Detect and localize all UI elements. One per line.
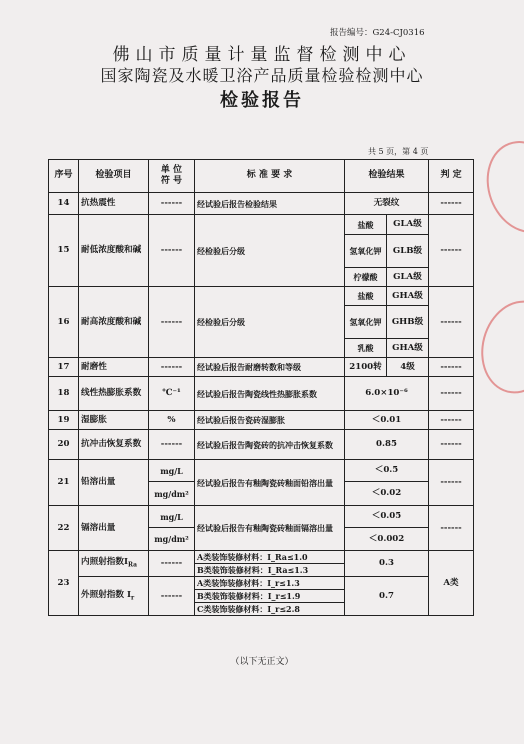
row-requirement: A类装饰装修材料：I_Ra≤1.0 [195,551,345,564]
row-requirement: 经试验后报告陶瓷线性热膨胀系数 [195,377,345,411]
row-unit: % [149,411,195,430]
row-requirement: B类装饰装修材料：I_Ra≤1.3 [195,564,345,577]
row-judgement: ------ [429,287,474,358]
reagent-grade: GHA级 [387,287,429,306]
row-result: ＜0.02 [345,482,429,506]
row-judgement: ------ [429,506,474,551]
internal-index-label: 内照射指数I [81,557,128,568]
row-judgement: ------ [429,411,474,430]
report-number: 报告编号：G24-CJ0316 [330,28,425,38]
row-unit: mg/L [149,460,195,482]
row-judgement: ------ [429,358,474,377]
table-row [49,358,474,377]
table-row [49,287,474,306]
row-requirement: 经试验后报告耐磨转数和等级 [195,358,345,377]
row-unit: ------ [149,577,195,616]
row-judgement: ------ [429,430,474,460]
row-judgement: ------ [429,215,474,287]
row-unit: ℃⁻¹ [149,377,195,411]
header-no: 序号 [49,160,79,193]
row-no: 19 [49,411,79,430]
row-result: 6.0×10⁻⁶ [345,377,429,411]
row-no: 20 [49,430,79,460]
organization-name: 佛山市质量计量监督检测中心 [112,45,412,65]
row-requirement: C类装饰装修材料：I_r≤2.8 [195,603,345,616]
row-result: 0.7 [345,577,429,616]
page-title: 检验报告 [220,90,304,111]
row-judgement: A类 [429,551,474,616]
row-no: 17 [49,358,79,377]
row-unit: ------ [149,358,195,377]
row-item-internal [79,551,149,577]
row-item: 铅溶出量 [79,460,149,506]
row-item: 耐低浓度酸和碱 [79,215,149,287]
row-unit: ------ [149,287,195,358]
row-result: ＜0.05 [345,506,429,528]
inspection-table [48,159,474,616]
row-unit: ------ [149,430,195,460]
reagent-grade: GLB级 [387,235,429,268]
row-item: 线性热膨胀系数 [79,377,149,411]
row-result: ＜0.002 [345,528,429,551]
reagent-name: 氢氧化钾 [345,235,387,268]
row-no: 18 [49,377,79,411]
row-no: 23 [49,551,79,616]
page-indicator: 共 5 页，第 4 页 [368,147,429,156]
row-judgement: ------ [429,377,474,411]
row-result: 无裂纹 [345,193,429,215]
row-result: ＜0.01 [345,411,429,430]
row-item-external [79,577,149,616]
row-judgement: ------ [429,460,474,506]
header-requirement: 标 准 要 求 [195,160,345,193]
table-row [49,215,474,235]
row-unit: ------ [149,215,195,287]
row-result: ＜0.5 [345,460,429,482]
row-item: 抗冲击恢复系数 [79,430,149,460]
table-row [49,551,474,564]
row-no: 16 [49,287,79,358]
row-unit: mg/L [149,506,195,528]
table-header-row [49,160,474,193]
row-no: 15 [49,215,79,287]
row-requirement: 经试验后报告有釉陶瓷砖釉面铅溶出量 [195,460,345,506]
internal-index-sub: Ra [128,562,138,570]
reagent-name: 柠檬酸 [345,268,387,287]
reagent-name: 氢氧化钾 [345,306,387,339]
end-of-text-note: （以下无正文） [230,657,294,667]
row-result-revolutions: 2100转 [345,358,387,377]
row-requirement: 经试验后报告检验结果 [195,193,345,215]
row-result: 0.85 [345,430,429,460]
row-result-grade: 4级 [387,358,429,377]
row-item: 镉溶出量 [79,506,149,551]
reagent-grade: GHA级 [387,339,429,358]
table-row [49,460,474,482]
row-item: 耐磨性 [79,358,149,377]
row-unit: ------ [149,193,195,215]
table-row [49,193,474,215]
red-seal-stamp [471,292,524,402]
table-subrow [49,577,474,590]
row-requirement: 经试验后报告陶瓷砖的抗冲击恢复系数 [195,430,345,460]
row-requirement: 经检验后分级 [195,215,345,287]
external-index-sub: r [130,594,135,602]
row-requirement: 经检验后分级 [195,287,345,358]
row-item: 抗热震性 [79,193,149,215]
reagent-grade: GLA级 [387,215,429,235]
row-item: 湿膨胀 [79,411,149,430]
reagent-name: 盐酸 [345,287,387,306]
header-unit: 单 位 符 号 [149,160,195,193]
reagent-grade: GLA级 [387,268,429,287]
table-row [49,377,474,411]
table-row [49,506,474,528]
row-no: 14 [49,193,79,215]
row-unit: mg/dm² [149,482,195,506]
header-item: 检验项目 [79,160,149,193]
row-unit: ------ [149,551,195,577]
row-no: 22 [49,506,79,551]
row-item: 耐高浓度酸和碱 [79,287,149,358]
table-row [49,411,474,430]
row-requirement: A类装饰装修材料：I_r≤1.3 [195,577,345,590]
row-result: 0.3 [345,551,429,577]
table-row [49,430,474,460]
row-unit: mg/dm² [149,528,195,551]
row-requirement: B类装饰装修材料：I_r≤1.9 [195,590,345,603]
header-judgement: 判 定 [429,160,474,193]
row-requirement: 经试验后报告有釉陶瓷砖釉面镉溶出量 [195,506,345,551]
external-index-label: 外照射指数 I [81,589,131,600]
row-judgement: ------ [429,193,474,215]
header-result: 检验结果 [345,160,429,193]
organization-subname: 国家陶瓷及水暖卫浴产品质量检验检测中心 [100,66,424,85]
red-seal-stamp [474,130,524,244]
row-no: 21 [49,460,79,506]
reagent-grade: GHB级 [387,306,429,339]
reagent-name: 盐酸 [345,215,387,235]
reagent-name: 乳酸 [345,339,387,358]
row-requirement: 经试验后报告瓷砖湿膨胀 [195,411,345,430]
